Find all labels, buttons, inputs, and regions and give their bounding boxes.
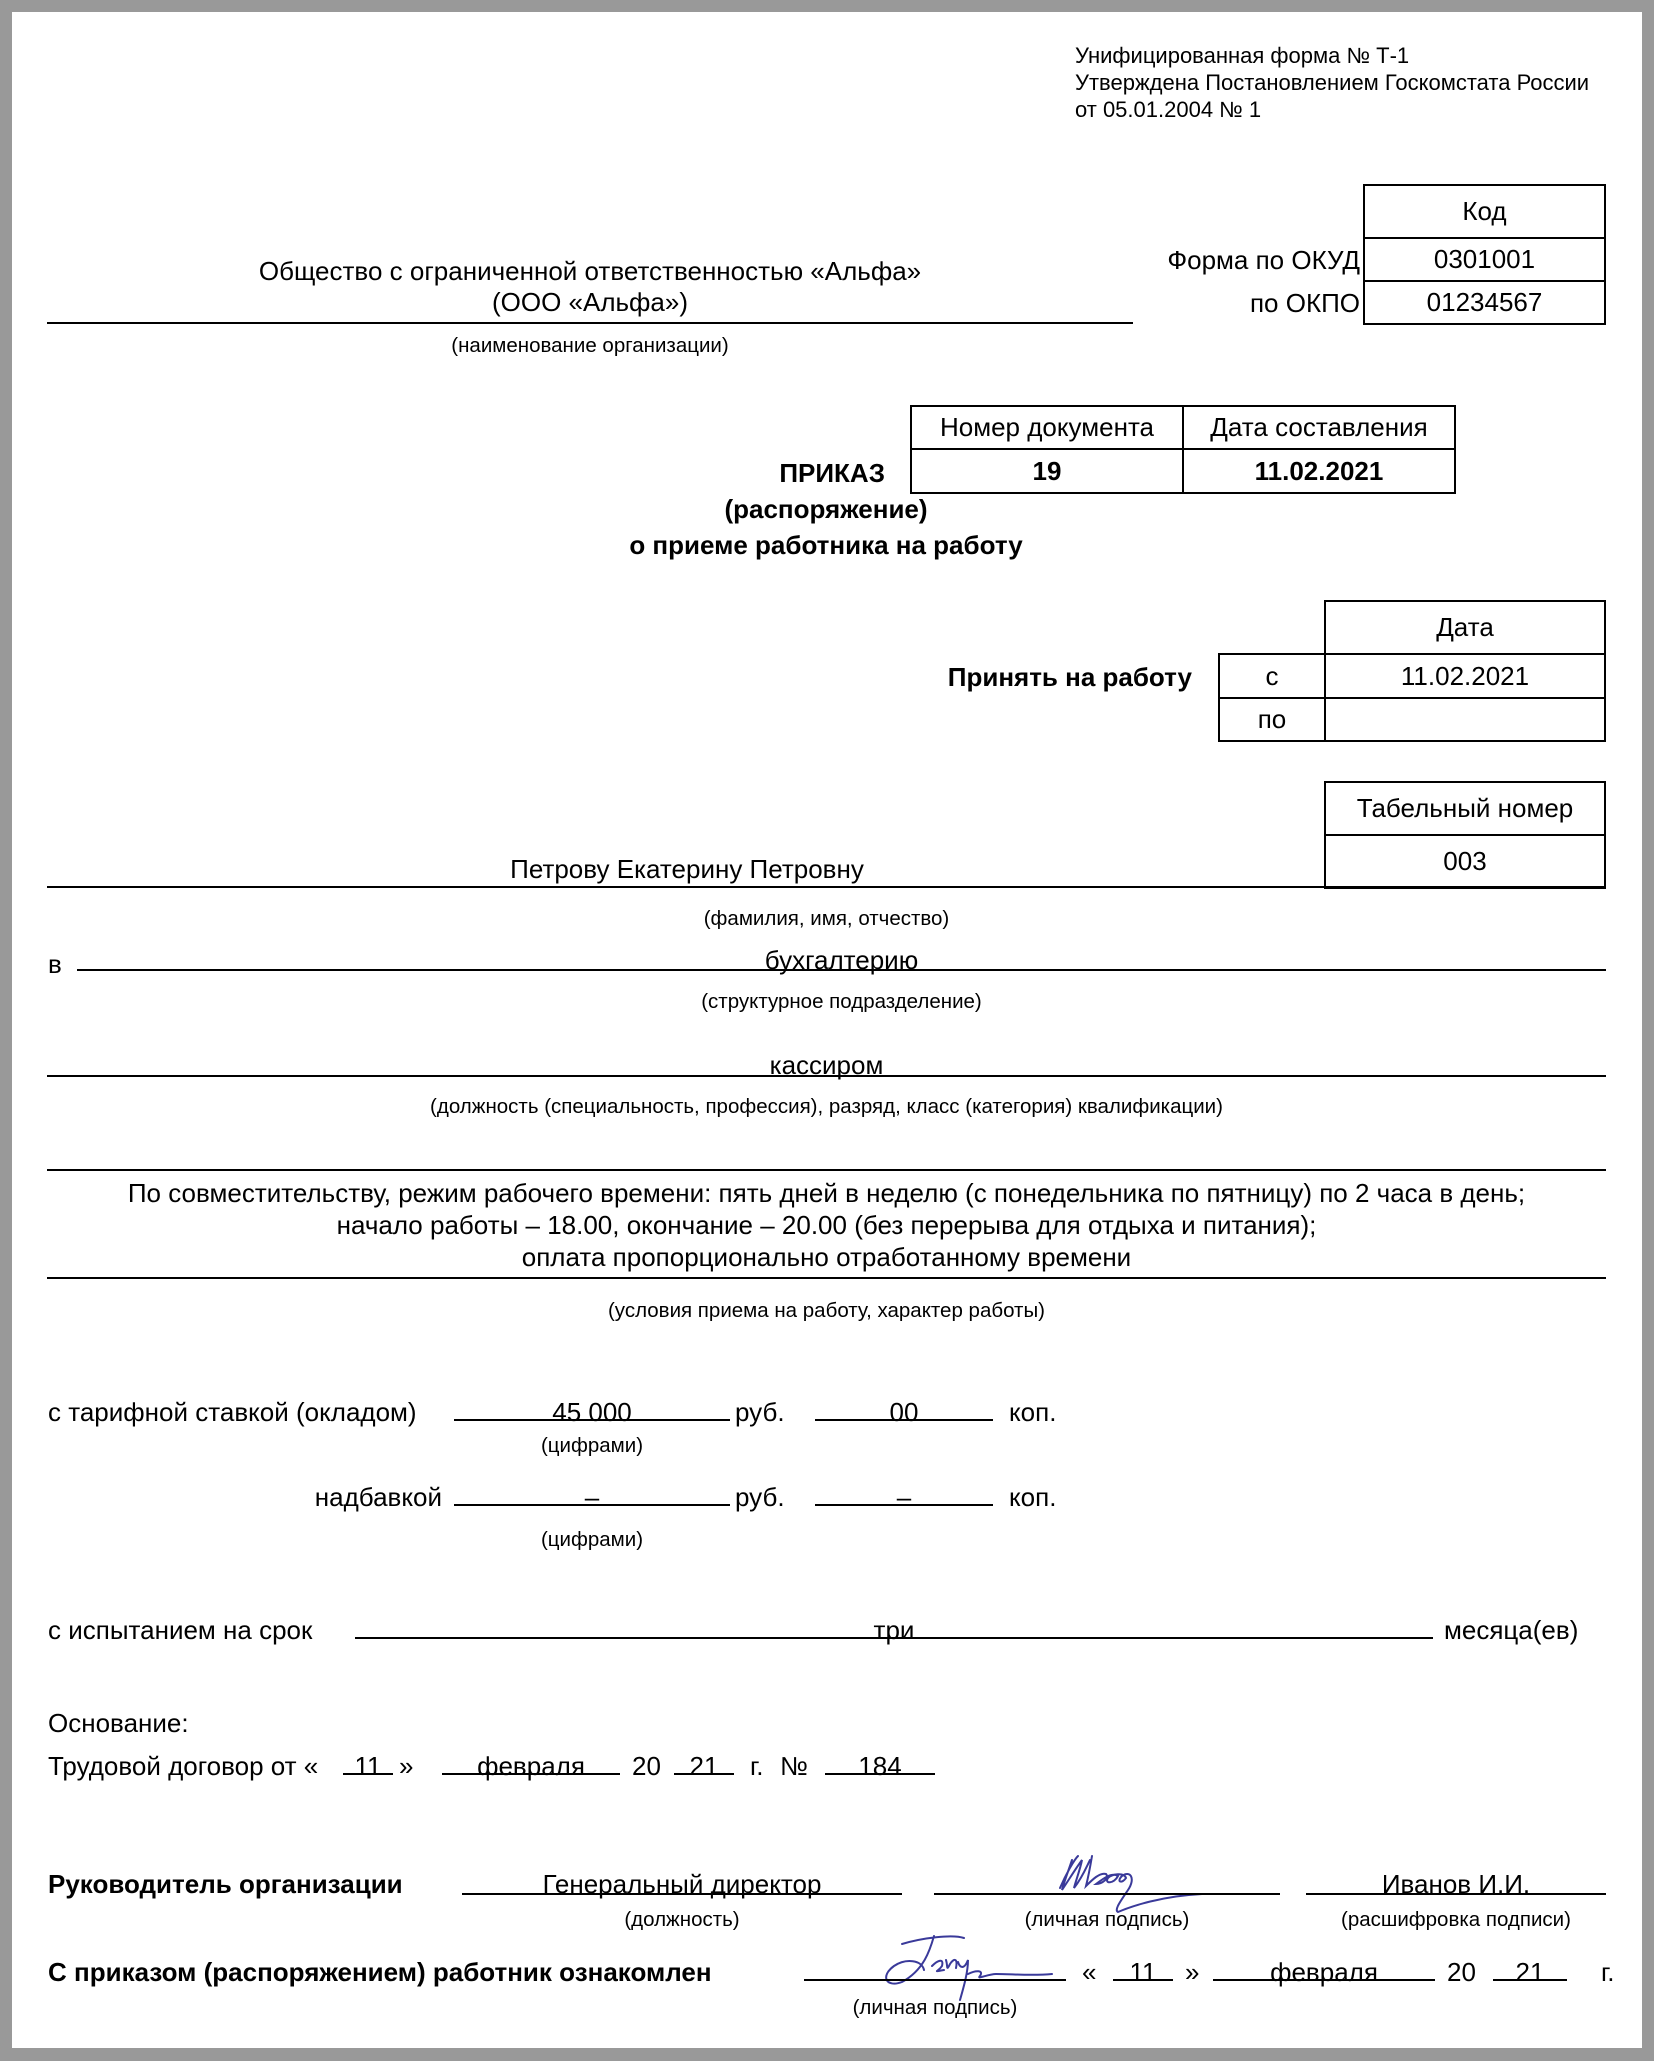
rate-label: с тарифной ставкой (окладом) (48, 1397, 417, 1427)
okud-cell (1363, 237, 1606, 282)
rate-rub-underline (454, 1419, 730, 1421)
okud-value: 0301001 (1433, 244, 1536, 274)
form-approved-date: от 05.01.2004 № 1 (1075, 97, 1262, 122)
ack-signature-caption: (личная подпись) (852, 1996, 1018, 2019)
basis-year-label: г. (750, 1751, 764, 1781)
department-underline (77, 969, 1606, 971)
org-name-underline (47, 322, 1133, 324)
dept-prefix: в (48, 949, 62, 979)
ack-year-underline (1493, 1979, 1567, 1981)
employee-name-underline (47, 886, 1606, 888)
conditions-line-2: начало работы – 18.00, окончание – 20.00 (без перерыва для отдыха и питания); (336, 1210, 1317, 1240)
bonus-label: надбавкой (314, 1482, 442, 1512)
basis-contract-prefix: Трудовой договор от « (48, 1751, 319, 1781)
hire-to-cell (1324, 697, 1606, 742)
hire-from-value: 11.02.2021 (1400, 660, 1530, 691)
ack-label: С приказом (распоряжением) работник ознакомлен (48, 1957, 712, 1987)
rate-rub: 45 000 (552, 1397, 632, 1427)
form-header (1075, 42, 1589, 123)
ack-year-label: г. (1601, 1957, 1615, 1987)
org-name-line1: Общество с ограниченной ответственностью «Альфа» (258, 256, 922, 286)
okpo-label: по ОКПО (1249, 288, 1360, 318)
form-approved-by: Утверждена Постановлением Госкомстата России (1075, 70, 1590, 95)
bonus-rub: – (584, 1482, 600, 1512)
ack-year-suffix: 21 (1515, 1957, 1545, 1987)
ack-month: февраля (1270, 1957, 1378, 1987)
basis-day-underline (343, 1773, 393, 1775)
conditions-bottom-line (47, 1277, 1606, 1279)
basis-year-underline (674, 1773, 734, 1775)
ack-signature-underline (804, 1979, 1066, 1981)
tab-number: 003 (1443, 846, 1487, 876)
basis-number-label: № (780, 1751, 808, 1781)
basis-label: Основание: (48, 1708, 189, 1738)
okpo-cell (1363, 280, 1606, 325)
department: бухгалтерию (764, 945, 919, 975)
head-name-caption: (расшифровка подписи) (1341, 1908, 1571, 1931)
head-name-underline (1306, 1893, 1606, 1895)
ack-quote-close: » (1185, 1957, 1200, 1987)
basis-number: 184 (858, 1751, 902, 1781)
doc-subject: о приеме работника на работу (629, 530, 1023, 560)
hire-from-cell (1324, 653, 1606, 699)
position: кассиром (769, 1050, 884, 1080)
doc-title: ПРИКАЗ (779, 458, 885, 488)
hire-from-label: с (1265, 660, 1279, 691)
basis-number-underline (825, 1773, 935, 1775)
code-header: Код (1462, 196, 1507, 226)
document-page (12, 12, 1642, 2048)
doc-date-header-cell (1182, 405, 1456, 450)
basis-year-suffix: 21 (689, 1751, 719, 1781)
ack-quote-open: « (1082, 1957, 1097, 1987)
doc-date-cell (1182, 448, 1456, 494)
doc-date: 11.02.2021 (1254, 455, 1384, 486)
hire-from-label-cell (1218, 653, 1326, 699)
hire-label: Принять на работу (947, 662, 1192, 692)
head-signature-stroke (1060, 1856, 1202, 1912)
tab-number-cell (1324, 834, 1606, 889)
employee-signature (872, 1930, 1072, 2002)
doc-subtitle: (распоряжение) (724, 494, 928, 524)
position-caption: (должность (специальность, профессия), разряд, класс (категория) квалификации) (430, 1095, 1223, 1118)
tab-number-header-cell (1324, 781, 1606, 836)
bonus-digits-caption: (цифрами) (540, 1528, 644, 1551)
doc-number-header: Номер документа (939, 412, 1155, 442)
okpo-value: 01234567 (1426, 287, 1543, 317)
conditions-caption: (условия приема на работу, характер работы) (607, 1299, 1046, 1322)
tab-number-header: Табельный номер (1356, 793, 1574, 823)
bonus-kop-underline (815, 1504, 993, 1506)
head-signature-underline (934, 1893, 1280, 1895)
position-underline (47, 1075, 1606, 1077)
hire-to-label-cell (1218, 697, 1326, 742)
probation-value: три (873, 1615, 915, 1645)
doc-number-header-cell (910, 405, 1184, 450)
head-label: Руководитель организации (48, 1869, 403, 1899)
bonus-rub-underline (454, 1504, 730, 1506)
basis-year-prefix: 20 (632, 1751, 661, 1781)
head-name: Иванов И.И. (1381, 1869, 1531, 1899)
employee-signature-icon (872, 1930, 1072, 2002)
employee-name: Петрову Екатерину Петровну (510, 854, 864, 884)
org-name-caption: (наименование организации) (451, 334, 729, 357)
employee-name-caption: (фамилия, имя, отчество) (703, 907, 950, 930)
ack-year-prefix: 20 (1447, 1957, 1476, 1987)
doc-number: 19 (1032, 455, 1062, 486)
okud-label: Форма по ОКУД (1167, 245, 1360, 275)
rate-rub-label: руб. (735, 1397, 785, 1427)
employee-signature-stroke (886, 1936, 1052, 2000)
head-signature-caption: (личная подпись) (1024, 1908, 1190, 1931)
bonus-kop-label: коп. (1009, 1482, 1057, 1512)
basis-quote-close: » (399, 1751, 414, 1781)
bonus-rub-label: руб. (735, 1482, 785, 1512)
rate-digits-caption: (цифрами) (540, 1434, 644, 1457)
ack-day: 11 (1129, 1957, 1157, 1987)
probation-label: с испытанием на срок (48, 1615, 313, 1645)
form-name: Унифицированная форма № Т-1 (1075, 43, 1410, 68)
rate-kop-label: коп. (1009, 1397, 1057, 1427)
conditions-line-3: оплата пропорционально отработанному времени (521, 1242, 1132, 1272)
code-header-cell (1363, 184, 1606, 239)
hire-date-header-cell (1324, 600, 1606, 655)
hire-date-header: Дата (1436, 612, 1494, 642)
probation-underline (355, 1637, 1433, 1639)
head-position: Генеральный директор (542, 1869, 822, 1899)
rate-kop: 00 (889, 1397, 919, 1427)
doc-date-header: Дата составления (1210, 412, 1428, 442)
bonus-kop: – (896, 1482, 912, 1512)
org-name-line2: (ООО «Альфа») (491, 287, 689, 317)
head-position-underline (462, 1893, 902, 1895)
conditions-line-1: По совместительству, режим рабочего времени: пять дней в неделю (с понедельника по пятницу) по 2 часа в день; (127, 1178, 1526, 1208)
basis-day: 11 (354, 1751, 382, 1781)
ack-month-underline (1213, 1979, 1435, 1981)
ack-day-underline (1113, 1979, 1173, 1981)
rate-kop-underline (815, 1419, 993, 1421)
basis-month-underline (442, 1773, 620, 1775)
basis-month: февраля (477, 1751, 585, 1781)
probation-unit: месяца(ев) (1444, 1615, 1579, 1645)
doc-number-cell (910, 448, 1184, 494)
department-caption: (структурное подразделение) (701, 990, 982, 1013)
conditions-top-line (47, 1169, 1606, 1171)
head-position-caption: (должность) (624, 1908, 740, 1931)
hire-to-label: по (1257, 704, 1287, 734)
